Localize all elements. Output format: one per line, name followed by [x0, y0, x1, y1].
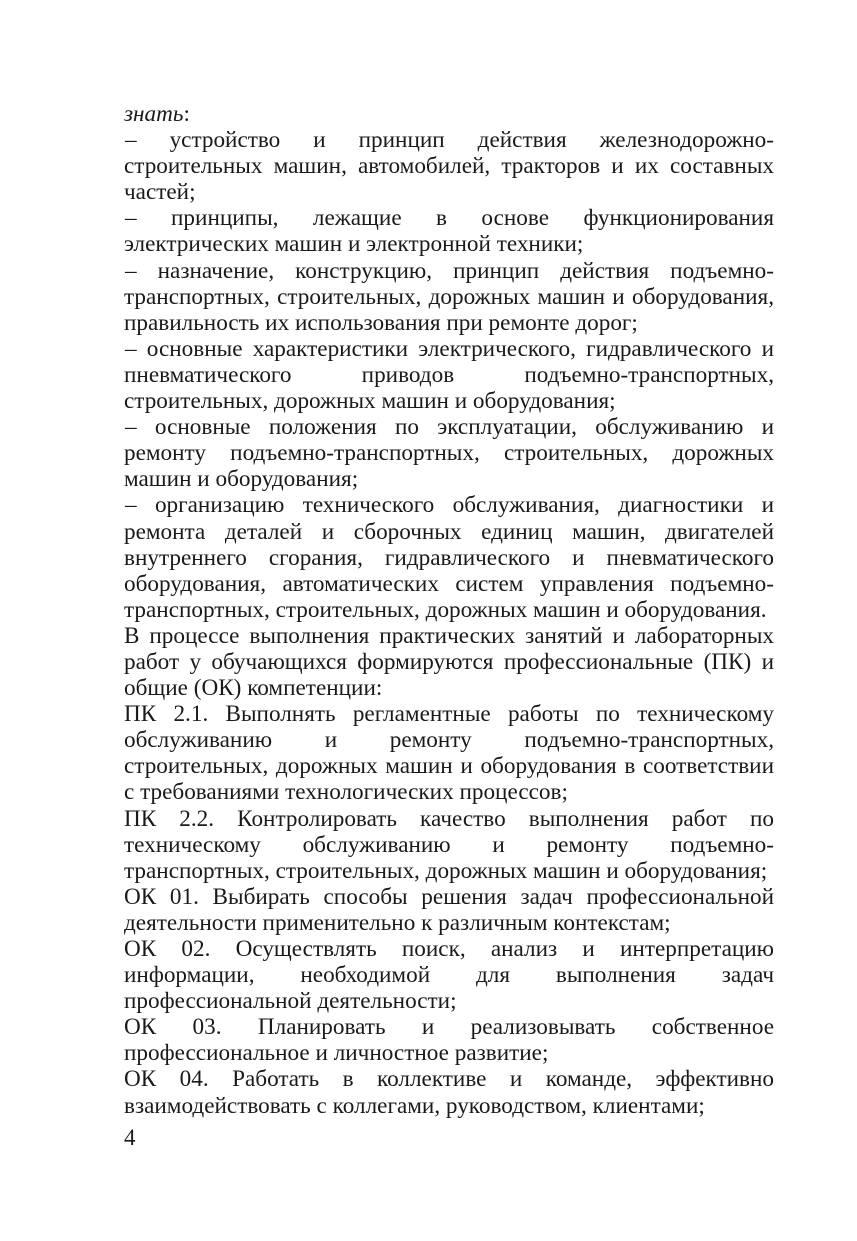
knowledge-item: – принципы, лежащие в основе функционирования электрических машин и электронной техники;	[124, 205, 774, 258]
knowledge-item: – основные характеристики электрического, гидравлического и пневматического приводов подъемно-транспортных, строительных, дорожных машин и оборудования;	[124, 335, 774, 415]
lead-colon: :	[183, 101, 190, 127]
lead-line	[124, 101, 774, 127]
competency-item: ОК 01. Выбирать способы решения задач профессиональной деятельности применительно к различным контекстам;	[124, 883, 774, 936]
knowledge-item: – организацию технического обслуживания, диагностики и ремонта деталей и сборочных единиц машин, двигателей внутреннего сгорания, гидравлического и пневматического оборудования, автоматических систем управления подъемно-транспортных, строительных, дорожных машин и оборудования.	[124, 492, 774, 623]
knowledge-item: – назначение, конструкцию, принцип действия подъемно-транспортных, строительных, дорожных машин и оборудования, правильность их использования при ремонте дорог;	[124, 257, 774, 336]
body-text	[124, 101, 774, 1119]
competency-item: ПК 2.1. Выполнять регламентные работы по техническому обслуживанию и ремонту подъемно-транспортных, строительных, дорожных машин и оборудования в соответствии с требованиями технологических процессов;	[124, 701, 774, 806]
intro-paragraph: В процессе выполнения практических занятий и лабораторных работ у обучающихся формируются профессиональные (ПК) и общие (ОК) компетенции:	[124, 622, 774, 702]
page-number: 4	[124, 1125, 136, 1150]
competency-item: ОК 02. Осуществлять поиск, анализ и интерпретацию информации, необходимой для выполнения задач профессиональной деятельности;	[124, 936, 774, 1015]
lead-word: знать	[124, 101, 184, 127]
knowledge-item: – основные положения по эксплуатации, обслуживанию и ремонту подъемно-транспортных, строительных, дорожных машин и оборудования;	[124, 414, 774, 493]
knowledge-item: – устройство и принцип действия железнодорожно-строительных машин, автомобилей, тракторов и их составных частей;	[124, 127, 774, 206]
competency-item: ОК 04. Работать в коллективе и команде, эффективно взаимодействовать с коллегами, руководством, клиентами;	[124, 1066, 774, 1119]
competency-item: ПК 2.2. Контролировать качество выполнения работ по техническому обслуживанию и ремонту подъемно-транспортных, строительных, дорожных машин и оборудования;	[124, 805, 774, 884]
competency-item: ОК 03. Планировать и реализовывать собственное профессиональное и личностное развитие;	[124, 1014, 774, 1067]
